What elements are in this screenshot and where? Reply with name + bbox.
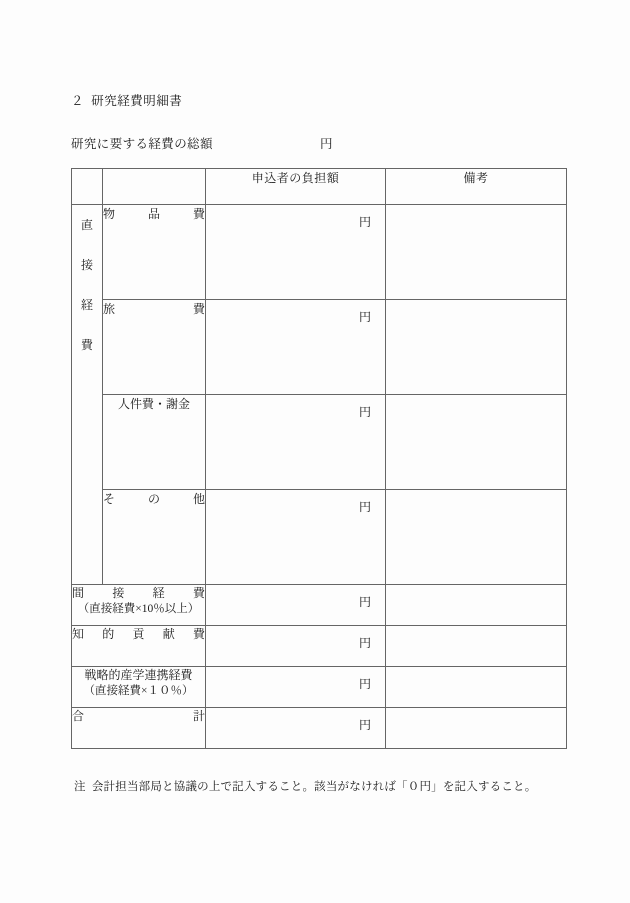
row-label-total-char-2: 計 — [192, 709, 205, 723]
table-row-total — [72, 708, 567, 749]
table-row-goods — [72, 205, 567, 300]
table-row-intellectual — [72, 626, 567, 667]
table-row-indirect — [72, 585, 567, 626]
amount-unit-indirect: 円 — [358, 595, 371, 609]
row-label-intellectual-char-5: 費 — [192, 627, 205, 641]
amount-field-goods[interactable] — [206, 205, 386, 300]
row-label-intellectual-char-2: 的 — [102, 627, 115, 641]
amount-unit-other: 円 — [358, 500, 371, 514]
row-label-other-char-2: の — [147, 492, 160, 506]
row-label-intellectual — [72, 626, 206, 667]
note-field-goods[interactable] — [386, 205, 567, 300]
header-blank-1 — [72, 169, 103, 205]
table-row-travel — [72, 300, 567, 395]
row-label-other-char-1: そ — [103, 492, 116, 506]
header-remarks: 備考 — [386, 169, 567, 205]
note-field-indirect[interactable] — [386, 585, 567, 626]
table-header-row — [72, 169, 567, 205]
vertical-label-direct-expense — [72, 205, 103, 585]
row-label-goods — [103, 205, 206, 300]
total-expense-line — [71, 134, 371, 152]
vertical-char-1: 直 — [80, 218, 93, 232]
amount-unit-strategic: 円 — [358, 677, 371, 691]
footnote: 注 会計担当部局と協議の上で記入すること。該当がなければ「０円」を記入すること。 — [74, 781, 537, 793]
vertical-char-4: 費 — [80, 338, 93, 352]
header-blank-2 — [103, 169, 206, 205]
row-label-personnel-text: 人件費・謝金 — [117, 397, 190, 411]
amount-unit-total: 円 — [358, 718, 371, 732]
row-label-total-char-1: 合 — [72, 709, 85, 723]
row-label-travel-char-2: 費 — [192, 302, 205, 316]
amount-unit-intellectual: 円 — [358, 636, 371, 650]
amount-field-travel[interactable] — [206, 300, 386, 395]
row-label-goods-char-1: 物 — [103, 207, 116, 221]
row-label-indirect-char-3: 経 — [152, 586, 165, 600]
note-field-intellectual[interactable] — [386, 626, 567, 667]
row-sublabel-indirect: （直接経費×10％以上） — [77, 603, 200, 616]
expense-detail-table — [71, 168, 567, 749]
total-expense-unit: 円 — [320, 137, 333, 151]
total-expense-label: 研究に要する経費の総額 — [71, 137, 213, 151]
row-label-indirect-char-4: 費 — [192, 586, 205, 600]
amount-unit-travel: 円 — [358, 310, 371, 324]
note-field-total[interactable] — [386, 708, 567, 749]
table-row-strategic — [72, 667, 567, 708]
row-label-travel — [103, 300, 206, 395]
row-label-intellectual-char-1: 知 — [72, 627, 85, 641]
amount-unit-goods: 円 — [358, 215, 371, 229]
amount-field-indirect[interactable] — [206, 585, 386, 626]
row-label-intellectual-char-3: 貢 — [132, 627, 145, 641]
row-label-total — [72, 708, 206, 749]
vertical-char-3: 経 — [80, 298, 93, 312]
header-applicant-burden: 申込者の負担額 — [206, 169, 386, 205]
note-field-personnel[interactable] — [386, 395, 567, 490]
row-label-strategic — [72, 667, 206, 708]
row-label-goods-char-3: 費 — [192, 207, 205, 221]
row-sublabel-strategic: （直接経費×１０％） — [83, 685, 194, 698]
amount-field-total[interactable] — [206, 708, 386, 749]
row-label-indirect-char-2: 接 — [112, 586, 125, 600]
table-row-personnel — [72, 395, 567, 490]
row-label-indirect-char-1: 間 — [72, 586, 85, 600]
row-label-travel-char-1: 旅 — [103, 302, 116, 316]
note-field-travel[interactable] — [386, 300, 567, 395]
row-label-indirect — [72, 585, 206, 626]
amount-field-personnel[interactable] — [206, 395, 386, 490]
row-label-goods-char-2: 品 — [147, 207, 160, 221]
row-label-strategic-text: 戦略的産学連携経費 — [84, 668, 193, 682]
amount-field-other[interactable] — [206, 490, 386, 585]
amount-unit-personnel: 円 — [358, 405, 371, 419]
row-label-intellectual-char-4: 献 — [162, 627, 175, 641]
note-field-strategic[interactable] — [386, 667, 567, 708]
note-field-other[interactable] — [386, 490, 567, 585]
amount-field-intellectual[interactable] — [206, 626, 386, 667]
table-row-other — [72, 490, 567, 585]
row-label-personnel — [103, 395, 206, 490]
row-label-other — [103, 490, 206, 585]
section-heading: ２ 研究経費明細書 — [71, 94, 183, 108]
amount-field-strategic[interactable] — [206, 667, 386, 708]
row-label-other-char-3: 他 — [192, 492, 205, 506]
vertical-char-2: 接 — [80, 258, 93, 272]
